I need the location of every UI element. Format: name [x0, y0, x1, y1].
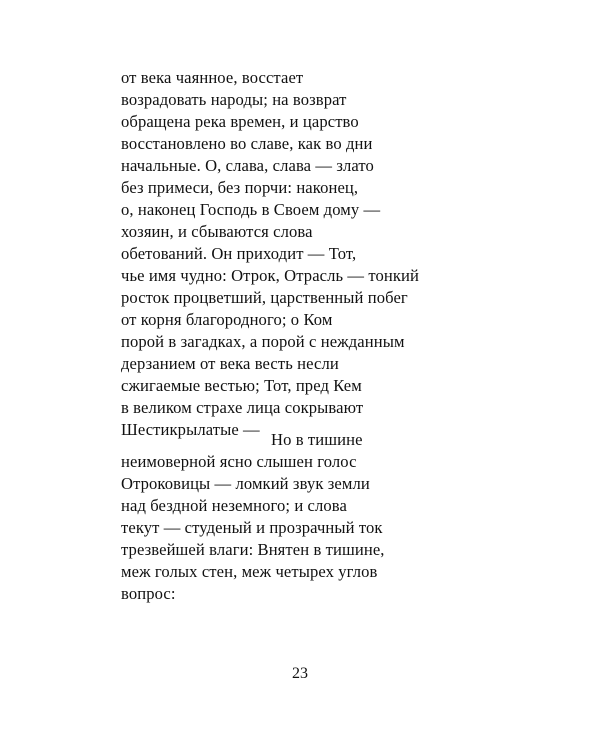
poem-line: Отроковицы — ломкий звук земли	[121, 474, 370, 493]
poem-line: возрадовать народы; на возврат	[121, 90, 347, 109]
poem-line: неимоверной ясно слышен голос	[121, 452, 357, 471]
poem-line: текут — студеный и прозрачный ток	[121, 518, 383, 537]
poem-stanza-1	[121, 67, 501, 441]
poem-line: от века чаянное, восстает	[121, 68, 304, 87]
poem-line: над бездной неземного; и слова	[121, 496, 347, 515]
poem-line: обетований. Он приходит — Тот,	[121, 244, 357, 263]
poem-line: восстановлено во славе, как во дни	[121, 134, 373, 153]
poem-line: чье имя чудно: Отрок, Отрасль — тонкий	[121, 266, 419, 285]
poem-line: дерзанием от века весть несли	[121, 354, 339, 373]
poem-line: Шестикрылатые —	[121, 420, 260, 439]
page-number: 23	[292, 665, 308, 682]
poem-line-indented: Но в тишине	[271, 430, 363, 449]
poem-line: сжигаемые вестью; Тот, пред Кем	[121, 376, 362, 395]
poem-line: порой в загадках, а порой с нежданным	[121, 332, 405, 351]
poem-line: хозяин, и сбываются слова	[121, 222, 313, 241]
poem-line: вопрос:	[121, 584, 176, 603]
poem-stanza-2	[121, 429, 501, 605]
poem-line: без примеси, без порчи: наконец,	[121, 178, 359, 197]
poem-line: трезвейшей влаги: Внятен в тишине,	[121, 540, 385, 559]
poem-line: от корня благородного; о Ком	[121, 310, 333, 329]
poem-line: меж голых стен, меж четырех углов	[121, 562, 378, 581]
poem-line: о, наконец Господь в Своем дому —	[121, 200, 381, 219]
poem-line: начальные. О, слава, слава — злато	[121, 156, 374, 175]
poem-line: обращена река времен, и царство	[121, 112, 359, 131]
poem-line: росток процветший, царственный побег	[121, 288, 408, 307]
poem-line: в великом страхе лица сокрывают	[121, 398, 364, 417]
